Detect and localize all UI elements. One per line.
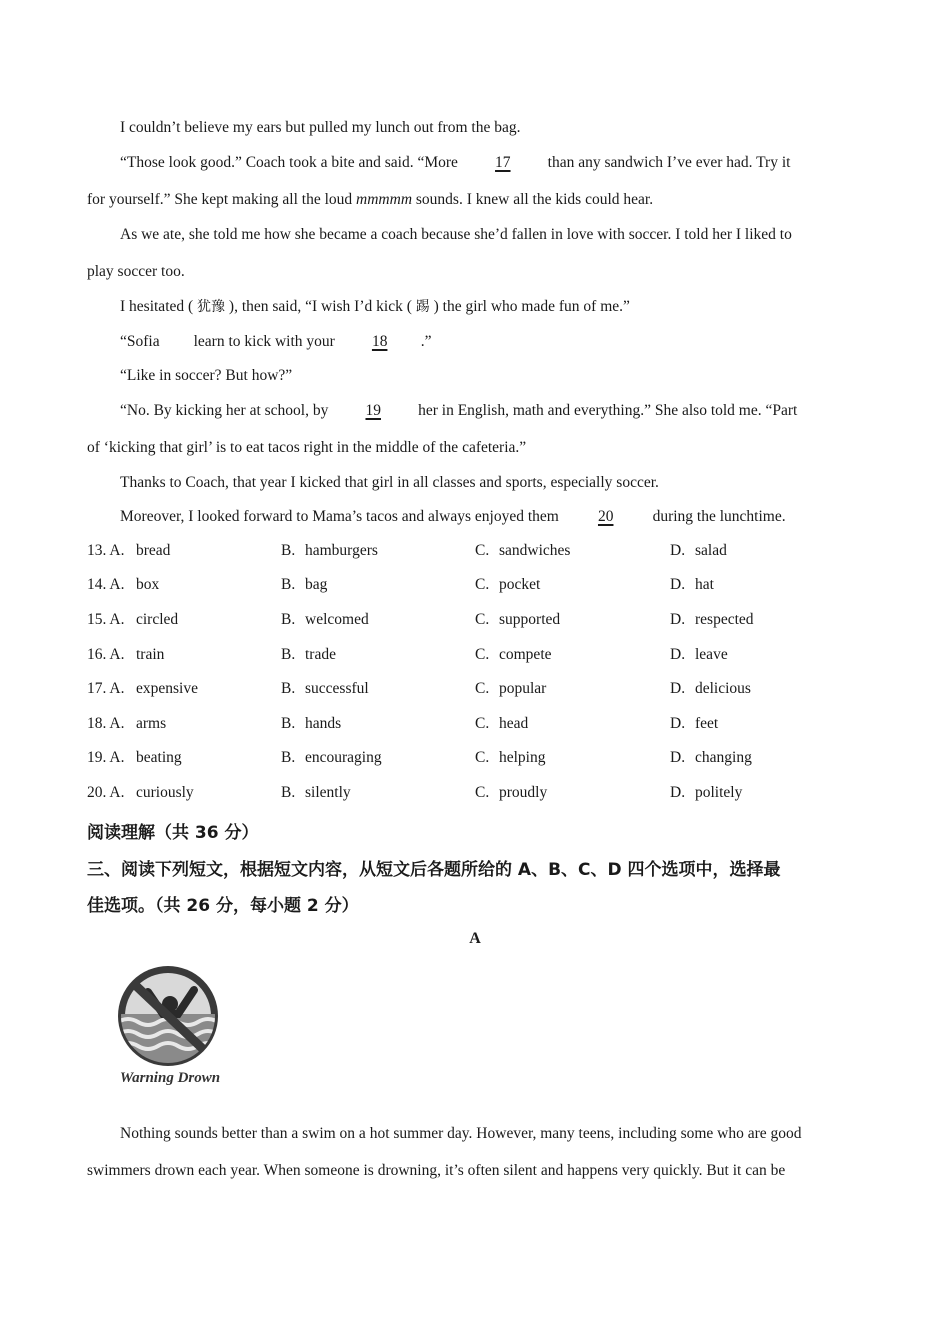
option-d-label: D.	[670, 784, 686, 801]
option-c[interactable]: head	[499, 715, 529, 732]
option-c[interactable]: compete	[499, 646, 552, 663]
passage-text: during the lunchtime.	[648, 508, 786, 525]
option-b[interactable]: successful	[305, 680, 369, 697]
passage-line	[120, 118, 520, 138]
passage-text: ), then said, “I wish I’d kick (	[228, 298, 412, 315]
passage-text: Moreover, I looked forward to Mama’s tacos and always enjoyed them	[120, 508, 563, 525]
option-c-label: C.	[475, 784, 490, 801]
option-c-label: C.	[475, 680, 490, 697]
passage-line	[120, 297, 630, 317]
passage-text: of ‘kicking that girl’ is to eat tacos right in the middle of the cafeteria.”	[87, 439, 527, 456]
question-number: 15. A.	[87, 611, 125, 628]
option-b-label: B.	[281, 749, 296, 766]
option-d-label: D.	[670, 576, 686, 593]
instruction-line: 三、阅读下列短文，根据短文内容，从短文后各题所给的 A、B、C、D 四个选项中，选择最	[87, 860, 781, 880]
passage-text: “Those look good.” Coach took a bite and said. “More	[120, 154, 462, 171]
option-b[interactable]: encouraging	[305, 749, 382, 766]
option-d-label: D.	[670, 611, 686, 628]
option-row-17	[87, 680, 887, 700]
passage-text: I couldn’t believe my ears but pulled my lunch out from the bag.	[120, 119, 521, 136]
option-b[interactable]: trade	[305, 646, 336, 663]
section-title: 阅读理解（共 36 分）	[87, 823, 259, 843]
option-d-label: D.	[670, 646, 686, 663]
passage-text: her in English, math and everything.” She also told me. “Part	[414, 402, 798, 419]
passage-text: .”	[420, 333, 432, 350]
passage-line	[120, 473, 659, 493]
chinese-gloss: 犹豫	[197, 299, 226, 315]
passage-line	[120, 225, 792, 245]
question-number: 18. A.	[87, 715, 125, 732]
option-d-label: D.	[670, 715, 686, 732]
question-number: 16. A.	[87, 646, 125, 663]
passage-line	[120, 507, 786, 527]
passage-line	[120, 401, 797, 421]
passage-line	[120, 332, 431, 352]
option-row-13	[87, 542, 887, 562]
question-number: 20. A.	[87, 784, 125, 801]
blank-19: 19	[365, 402, 381, 419]
option-b[interactable]: hamburgers	[305, 542, 378, 559]
option-b-label: B.	[281, 611, 296, 628]
passage-line	[120, 1124, 802, 1144]
passage-text: play soccer too.	[87, 263, 185, 280]
option-c-label: C.	[475, 611, 490, 628]
question-number: 19. A.	[87, 749, 125, 766]
option-c[interactable]: sandwiches	[499, 542, 571, 559]
option-row-20	[87, 784, 887, 804]
option-a[interactable]: train	[136, 646, 165, 663]
option-c-label: C.	[475, 646, 490, 663]
option-b[interactable]: hands	[305, 715, 342, 732]
question-number: 17. A.	[87, 680, 125, 697]
option-row-14	[87, 576, 887, 596]
option-c-label: C.	[475, 715, 490, 732]
option-c[interactable]: supported	[499, 611, 561, 628]
option-c-label: C.	[475, 576, 490, 593]
option-c[interactable]: proudly	[499, 784, 548, 801]
option-b-label: B.	[281, 680, 296, 697]
option-c-label: C.	[475, 542, 490, 559]
passage-text: for yourself.” She kept making all the loud	[87, 191, 357, 208]
passage-text: sounds. I knew all the kids could hear.	[412, 191, 654, 208]
passage-text: ) the girl who made fun of me.”	[433, 298, 630, 315]
option-d[interactable]: hat	[695, 576, 714, 593]
option-a[interactable]: beating	[136, 749, 182, 766]
option-b-label: B.	[281, 646, 296, 663]
passage-text: than any sandwich I’ve ever had. Try it	[543, 154, 791, 171]
option-d[interactable]: salad	[695, 542, 727, 559]
question-number: 13. A.	[87, 542, 125, 559]
option-c[interactable]: pocket	[499, 576, 541, 593]
option-a[interactable]: box	[136, 576, 160, 593]
passage-text: Thanks to Coach, that year I kicked that girl in all classes and sports, especially soccer.	[120, 474, 659, 491]
option-d[interactable]: feet	[695, 715, 719, 732]
option-a[interactable]: curiously	[136, 784, 194, 801]
passage-label: A	[469, 930, 481, 947]
option-c[interactable]: popular	[499, 680, 547, 697]
option-row-18	[87, 715, 887, 735]
passage-text: I hesitated (	[120, 298, 194, 315]
passage-text: learn to kick with your	[193, 333, 339, 350]
passage-line	[120, 153, 790, 173]
option-b-label: B.	[281, 715, 296, 732]
option-b-label: B.	[281, 576, 296, 593]
passage-text: swimmers drown each year. When someone is drowning, it’s often silent and happens very quickly. But it can be	[87, 1162, 786, 1179]
passage-text: “No. By kicking her at school, by	[120, 402, 333, 419]
option-row-19	[87, 749, 887, 769]
option-d-label: D.	[670, 542, 686, 559]
option-c[interactable]: helping	[499, 749, 546, 766]
passage-italic-text: mmmmm	[356, 191, 413, 208]
option-a[interactable]: circled	[136, 611, 179, 628]
passage-text: “Sofia	[120, 333, 160, 350]
passage-line	[87, 1161, 785, 1181]
passage-text: “Like in soccer? But how?”	[120, 367, 293, 384]
question-number: 14. A.	[87, 576, 125, 593]
option-d[interactable]: changing	[695, 749, 752, 766]
option-b-label: B.	[281, 784, 296, 801]
option-d-label: D.	[670, 680, 686, 697]
instruction-line: 佳选项。（共 26 分，每小题 2 分）	[87, 896, 359, 916]
passage-line	[87, 262, 185, 282]
blank-18: 18	[371, 333, 388, 350]
option-b[interactable]: welcomed	[305, 611, 369, 628]
option-row-16	[87, 646, 887, 666]
option-a[interactable]: expensive	[136, 680, 198, 697]
passage-text: As we ate, she told me how she became a coach because she’d fallen in love with soccer. I told her I liked to	[120, 226, 792, 243]
blank-17: 17	[495, 154, 511, 171]
option-d[interactable]: leave	[695, 646, 728, 663]
option-d-label: D.	[670, 749, 686, 766]
option-b[interactable]: bag	[305, 576, 328, 593]
passage-line	[87, 190, 653, 210]
option-d[interactable]: respected	[695, 611, 754, 628]
passage-line	[87, 438, 526, 458]
option-a[interactable]: bread	[136, 542, 171, 559]
passage-text: Nothing sounds better than a swim on a hot summer day. However, many teens, including some who are good	[120, 1125, 802, 1142]
passage-line	[120, 366, 292, 386]
option-b-label: B.	[281, 542, 296, 559]
option-d[interactable]: politely	[695, 784, 743, 801]
blank-20: 20	[597, 508, 614, 525]
option-d[interactable]: delicious	[695, 680, 751, 697]
option-b[interactable]: silently	[305, 784, 351, 801]
logo-caption: Warning Drown	[119, 1070, 221, 1086]
chinese-gloss: 踢	[415, 299, 430, 315]
option-a[interactable]: arms	[136, 715, 167, 732]
option-row-15	[87, 611, 887, 631]
option-c-label: C.	[475, 749, 490, 766]
